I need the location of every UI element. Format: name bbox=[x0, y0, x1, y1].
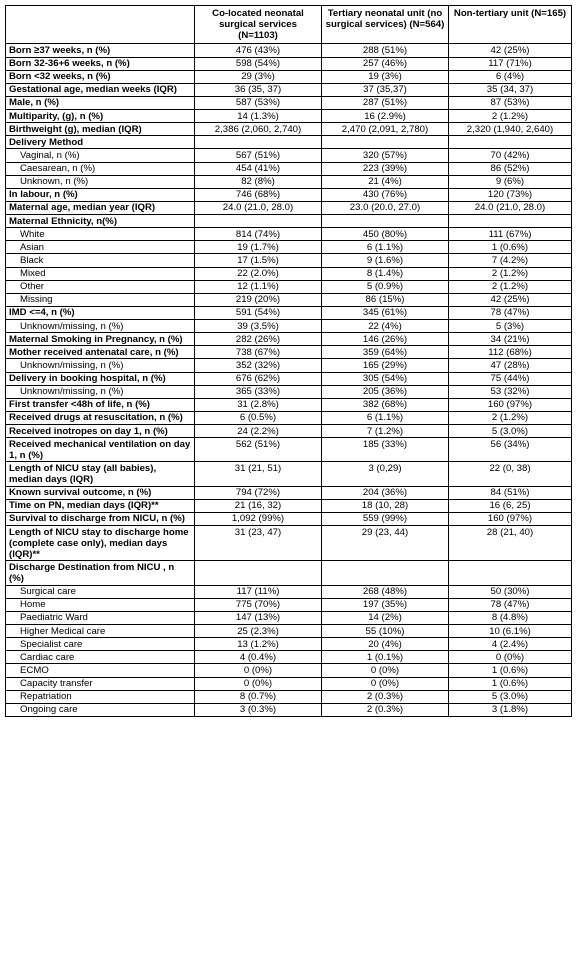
row-label: First transfer <48h of life, n (%) bbox=[6, 398, 195, 411]
table-row bbox=[6, 201, 572, 214]
cell-value: 282 (26%) bbox=[195, 333, 322, 346]
row-label: Born 32-36+6 weeks, n (%) bbox=[6, 57, 195, 70]
cell-value: 12 (1.1%) bbox=[195, 280, 322, 293]
cell-value: 2 (1.2%) bbox=[449, 280, 572, 293]
row-label: Black bbox=[6, 254, 195, 267]
cell-value: 219 (20%) bbox=[195, 293, 322, 306]
cell-value: 587 (53%) bbox=[195, 96, 322, 109]
cell-value bbox=[449, 561, 572, 585]
row-label: Time on PN, median days (IQR)** bbox=[6, 499, 195, 512]
cell-value: 14 (1.3%) bbox=[195, 110, 322, 123]
row-label: Vaginal, n (%) bbox=[6, 149, 195, 162]
row-label: Delivery in booking hospital, n (%) bbox=[6, 372, 195, 385]
cell-value: 2 (0.3%) bbox=[322, 703, 449, 716]
table-row bbox=[6, 280, 572, 293]
row-label: Missing bbox=[6, 293, 195, 306]
cell-value: 50 (30%) bbox=[449, 585, 572, 598]
cell-value: 5 (0.9%) bbox=[322, 280, 449, 293]
row-label: Discharge Destination from NICU , n (%) bbox=[6, 561, 195, 585]
cell-value: 6 (1.1%) bbox=[322, 411, 449, 424]
cell-value: 288 (51%) bbox=[322, 44, 449, 57]
row-label: Cardiac care bbox=[6, 651, 195, 664]
cell-value: 31 (2.8%) bbox=[195, 398, 322, 411]
cell-value: 111 (67%) bbox=[449, 228, 572, 241]
cell-value: 24.0 (21.0, 28.0) bbox=[195, 201, 322, 214]
table-row bbox=[6, 625, 572, 638]
row-label: Mixed bbox=[6, 267, 195, 280]
cell-value: 82 (8%) bbox=[195, 175, 322, 188]
cell-value: 112 (68%) bbox=[449, 346, 572, 359]
row-label: Received inotropes on day 1, n (%) bbox=[6, 425, 195, 438]
table-row bbox=[6, 638, 572, 651]
row-label: Unknown/missing, n (%) bbox=[6, 359, 195, 372]
row-label: Length of NICU stay (all babies), median days (IQR) bbox=[6, 462, 195, 486]
cell-value: 5 (3.0%) bbox=[449, 690, 572, 703]
header-non-tertiary: Non-tertiary unit (N=165) bbox=[449, 6, 572, 44]
cell-value: 2,320 (1,940, 2,640) bbox=[449, 123, 572, 136]
cell-value: 8 (1.4%) bbox=[322, 267, 449, 280]
cell-value: 21 (4%) bbox=[322, 175, 449, 188]
cell-value bbox=[449, 136, 572, 149]
cell-value: 598 (54%) bbox=[195, 57, 322, 70]
cell-value: 2 (1.2%) bbox=[449, 267, 572, 280]
table-body bbox=[6, 44, 572, 717]
cell-value: 1 (0.1%) bbox=[322, 651, 449, 664]
cell-value: 6 (1.1%) bbox=[322, 241, 449, 254]
cell-value: 305 (54%) bbox=[322, 372, 449, 385]
cell-value: 19 (3%) bbox=[322, 70, 449, 83]
cell-value: 53 (32%) bbox=[449, 385, 572, 398]
table-row bbox=[6, 486, 572, 499]
cell-value: 5 (3%) bbox=[449, 320, 572, 333]
cell-value: 34 (21%) bbox=[449, 333, 572, 346]
row-label: Paediatric Ward bbox=[6, 611, 195, 624]
cell-value: 476 (43%) bbox=[195, 44, 322, 57]
table-row bbox=[6, 499, 572, 512]
cell-value: 86 (15%) bbox=[322, 293, 449, 306]
table-row bbox=[6, 70, 572, 83]
cell-value: 5 (3.0%) bbox=[449, 425, 572, 438]
cell-value: 287 (51%) bbox=[322, 96, 449, 109]
table-row bbox=[6, 44, 572, 57]
cell-value: 8 (4.8%) bbox=[449, 611, 572, 624]
row-label: Delivery Method bbox=[6, 136, 195, 149]
cell-value: 0 (0%) bbox=[449, 651, 572, 664]
table-container bbox=[5, 5, 571, 717]
cell-value: 257 (46%) bbox=[322, 57, 449, 70]
row-label: Born <32 weeks, n (%) bbox=[6, 70, 195, 83]
cell-value: 1 (0.6%) bbox=[449, 241, 572, 254]
cell-value: 2 (0.3%) bbox=[322, 690, 449, 703]
cell-value: 794 (72%) bbox=[195, 486, 322, 499]
cell-value: 3 (1.8%) bbox=[449, 703, 572, 716]
table-row bbox=[6, 83, 572, 96]
table-row bbox=[6, 598, 572, 611]
row-label: Maternal age, median year (IQR) bbox=[6, 201, 195, 214]
table-row bbox=[6, 267, 572, 280]
cell-value bbox=[195, 136, 322, 149]
cell-value: 268 (48%) bbox=[322, 585, 449, 598]
table-row bbox=[6, 425, 572, 438]
cell-value: 345 (61%) bbox=[322, 306, 449, 319]
row-label: Capacity transfer bbox=[6, 677, 195, 690]
cell-value: 84 (51%) bbox=[449, 486, 572, 499]
cell-value: 223 (39%) bbox=[322, 162, 449, 175]
cell-value: 146 (26%) bbox=[322, 333, 449, 346]
cell-value: 24 (2.2%) bbox=[195, 425, 322, 438]
table-row bbox=[6, 320, 572, 333]
table-row bbox=[6, 512, 572, 525]
neonatal-outcomes-table bbox=[5, 5, 572, 717]
table-row bbox=[6, 254, 572, 267]
cell-value: 9 (6%) bbox=[449, 175, 572, 188]
cell-value: 359 (64%) bbox=[322, 346, 449, 359]
cell-value: 24.0 (21.0, 28.0) bbox=[449, 201, 572, 214]
cell-value: 7 (4.2%) bbox=[449, 254, 572, 267]
table-row bbox=[6, 96, 572, 109]
cell-value: 2,386 (2,060, 2,740) bbox=[195, 123, 322, 136]
cell-value: 7 (1.2%) bbox=[322, 425, 449, 438]
row-label: Born ≥37 weeks, n (%) bbox=[6, 44, 195, 57]
cell-value: 775 (70%) bbox=[195, 598, 322, 611]
row-label: White bbox=[6, 228, 195, 241]
table-row bbox=[6, 241, 572, 254]
table-row bbox=[6, 585, 572, 598]
cell-value: 17 (1.5%) bbox=[195, 254, 322, 267]
cell-value: 160 (97%) bbox=[449, 512, 572, 525]
cell-value: 160 (97%) bbox=[449, 398, 572, 411]
header-co-located: Co-located neonatal surgical services (N=1103) bbox=[195, 6, 322, 44]
cell-value: 22 (4%) bbox=[322, 320, 449, 333]
row-label: Higher Medical care bbox=[6, 625, 195, 638]
row-label: Ongoing care bbox=[6, 703, 195, 716]
table-row bbox=[6, 110, 572, 123]
section-row bbox=[6, 136, 572, 149]
row-label: Unknown, n (%) bbox=[6, 175, 195, 188]
cell-value: 25 (2.3%) bbox=[195, 625, 322, 638]
table-row bbox=[6, 664, 572, 677]
table-row bbox=[6, 333, 572, 346]
row-label: Survival to discharge from NICU, n (%) bbox=[6, 512, 195, 525]
cell-value: 31 (21, 51) bbox=[195, 462, 322, 486]
table-row bbox=[6, 690, 572, 703]
cell-value: 117 (11%) bbox=[195, 585, 322, 598]
cell-value: 19 (1.7%) bbox=[195, 241, 322, 254]
row-label: ECMO bbox=[6, 664, 195, 677]
section-row bbox=[6, 561, 572, 585]
table-row bbox=[6, 385, 572, 398]
cell-value: 78 (47%) bbox=[449, 598, 572, 611]
cell-value: 454 (41%) bbox=[195, 162, 322, 175]
cell-value: 55 (10%) bbox=[322, 625, 449, 638]
cell-value: 320 (57%) bbox=[322, 149, 449, 162]
cell-value: 1,092 (99%) bbox=[195, 512, 322, 525]
cell-value: 78 (47%) bbox=[449, 306, 572, 319]
cell-value: 365 (33%) bbox=[195, 385, 322, 398]
cell-value: 31 (23, 47) bbox=[195, 526, 322, 561]
cell-value: 9 (1.6%) bbox=[322, 254, 449, 267]
cell-value: 14 (2%) bbox=[322, 611, 449, 624]
cell-value: 205 (36%) bbox=[322, 385, 449, 398]
row-label: Unknown/missing, n (%) bbox=[6, 385, 195, 398]
table-row bbox=[6, 677, 572, 690]
cell-value: 0 (0%) bbox=[195, 664, 322, 677]
table-row bbox=[6, 306, 572, 319]
cell-value: 6 (4%) bbox=[449, 70, 572, 83]
table-row bbox=[6, 372, 572, 385]
cell-value: 4 (0.4%) bbox=[195, 651, 322, 664]
row-label: Male, n (%) bbox=[6, 96, 195, 109]
table-row bbox=[6, 703, 572, 716]
cell-value: 120 (73%) bbox=[449, 188, 572, 201]
header-tertiary: Tertiary neonatal unit (no surgical services) (N=564) bbox=[322, 6, 449, 44]
row-label: Mother received antenatal care, n (%) bbox=[6, 346, 195, 359]
table-row bbox=[6, 526, 572, 561]
cell-value: 559 (99%) bbox=[322, 512, 449, 525]
cell-value: 87 (53%) bbox=[449, 96, 572, 109]
cell-value: 16 (2.9%) bbox=[322, 110, 449, 123]
cell-value: 0 (0%) bbox=[322, 677, 449, 690]
header-corner bbox=[6, 6, 195, 44]
table-row bbox=[6, 293, 572, 306]
cell-value: 28 (21, 40) bbox=[449, 526, 572, 561]
cell-value: 2,470 (2,091, 2,780) bbox=[322, 123, 449, 136]
cell-value: 4 (2.4%) bbox=[449, 638, 572, 651]
cell-value bbox=[449, 215, 572, 228]
cell-value: 75 (44%) bbox=[449, 372, 572, 385]
table-row bbox=[6, 162, 572, 175]
table-row bbox=[6, 462, 572, 486]
row-label: Surgical care bbox=[6, 585, 195, 598]
cell-value: 20 (4%) bbox=[322, 638, 449, 651]
row-label: Unknown/missing, n (%) bbox=[6, 320, 195, 333]
row-label: Gestational age, median weeks (IQR) bbox=[6, 83, 195, 96]
cell-value: 147 (13%) bbox=[195, 611, 322, 624]
cell-value: 204 (36%) bbox=[322, 486, 449, 499]
cell-value: 746 (68%) bbox=[195, 188, 322, 201]
header-row bbox=[6, 6, 572, 44]
cell-value: 3 (0.3%) bbox=[195, 703, 322, 716]
row-label: Caesarean, n (%) bbox=[6, 162, 195, 175]
cell-value: 37 (35,37) bbox=[322, 83, 449, 96]
cell-value bbox=[322, 136, 449, 149]
cell-value: 2 (1.2%) bbox=[449, 110, 572, 123]
table-row bbox=[6, 611, 572, 624]
cell-value: 70 (42%) bbox=[449, 149, 572, 162]
cell-value: 47 (28%) bbox=[449, 359, 572, 372]
cell-value: 42 (25%) bbox=[449, 44, 572, 57]
table-row bbox=[6, 175, 572, 188]
cell-value: 676 (62%) bbox=[195, 372, 322, 385]
row-label: Received drugs at resuscitation, n (%) bbox=[6, 411, 195, 424]
row-label: Repatriation bbox=[6, 690, 195, 703]
cell-value: 117 (71%) bbox=[449, 57, 572, 70]
cell-value: 2 (1.2%) bbox=[449, 411, 572, 424]
cell-value: 36 (35, 37) bbox=[195, 83, 322, 96]
row-label: Birthweight (g), median (IQR) bbox=[6, 123, 195, 136]
row-label: Maternal Smoking in Pregnancy, n (%) bbox=[6, 333, 195, 346]
cell-value: 22 (2.0%) bbox=[195, 267, 322, 280]
row-label: Length of NICU stay to discharge home (complete case only), median days (IQR)** bbox=[6, 526, 195, 561]
table-row bbox=[6, 228, 572, 241]
table-row bbox=[6, 149, 572, 162]
row-label: Known survival outcome, n (%) bbox=[6, 486, 195, 499]
cell-value bbox=[322, 215, 449, 228]
row-label: Received mechanical ventilation on day 1, n (%) bbox=[6, 438, 195, 462]
cell-value: 814 (74%) bbox=[195, 228, 322, 241]
cell-value bbox=[322, 561, 449, 585]
row-label: Multiparity, (g), n (%) bbox=[6, 110, 195, 123]
cell-value: 591 (54%) bbox=[195, 306, 322, 319]
cell-value: 35 (34, 37) bbox=[449, 83, 572, 96]
cell-value: 0 (0%) bbox=[195, 677, 322, 690]
cell-value: 10 (6.1%) bbox=[449, 625, 572, 638]
cell-value: 18 (10, 28) bbox=[322, 499, 449, 512]
cell-value: 3 (0,29) bbox=[322, 462, 449, 486]
cell-value: 352 (32%) bbox=[195, 359, 322, 372]
row-label: Other bbox=[6, 280, 195, 293]
cell-value: 29 (23, 44) bbox=[322, 526, 449, 561]
cell-value: 39 (3.5%) bbox=[195, 320, 322, 333]
cell-value: 21 (16, 32) bbox=[195, 499, 322, 512]
table-row bbox=[6, 188, 572, 201]
cell-value: 165 (29%) bbox=[322, 359, 449, 372]
cell-value: 16 (6, 25) bbox=[449, 499, 572, 512]
cell-value: 13 (1.2%) bbox=[195, 638, 322, 651]
row-label: Home bbox=[6, 598, 195, 611]
cell-value: 8 (0.7%) bbox=[195, 690, 322, 703]
table-row bbox=[6, 359, 572, 372]
row-label: Maternal Ethnicity, n(%) bbox=[6, 215, 195, 228]
cell-value bbox=[195, 215, 322, 228]
cell-value: 42 (25%) bbox=[449, 293, 572, 306]
cell-value: 0 (0%) bbox=[322, 664, 449, 677]
cell-value: 22 (0, 38) bbox=[449, 462, 572, 486]
cell-value: 86 (52%) bbox=[449, 162, 572, 175]
cell-value: 450 (80%) bbox=[322, 228, 449, 241]
table-row bbox=[6, 438, 572, 462]
table-row bbox=[6, 57, 572, 70]
table-row bbox=[6, 123, 572, 136]
table-row bbox=[6, 398, 572, 411]
cell-value: 738 (67%) bbox=[195, 346, 322, 359]
cell-value: 29 (3%) bbox=[195, 70, 322, 83]
cell-value: 197 (35%) bbox=[322, 598, 449, 611]
row-label: IMD <=4, n (%) bbox=[6, 306, 195, 319]
cell-value: 562 (51%) bbox=[195, 438, 322, 462]
row-label: Specialist care bbox=[6, 638, 195, 651]
cell-value: 6 (0.5%) bbox=[195, 411, 322, 424]
cell-value: 1 (0.6%) bbox=[449, 664, 572, 677]
cell-value: 56 (34%) bbox=[449, 438, 572, 462]
table-row bbox=[6, 411, 572, 424]
table-row bbox=[6, 651, 572, 664]
cell-value: 382 (68%) bbox=[322, 398, 449, 411]
row-label: Asian bbox=[6, 241, 195, 254]
cell-value: 567 (51%) bbox=[195, 149, 322, 162]
cell-value: 23.0 (20.0, 27.0) bbox=[322, 201, 449, 214]
cell-value bbox=[195, 561, 322, 585]
cell-value: 185 (33%) bbox=[322, 438, 449, 462]
row-label: In labour, n (%) bbox=[6, 188, 195, 201]
cell-value: 1 (0.6%) bbox=[449, 677, 572, 690]
section-row bbox=[6, 215, 572, 228]
cell-value: 430 (76%) bbox=[322, 188, 449, 201]
table-row bbox=[6, 346, 572, 359]
